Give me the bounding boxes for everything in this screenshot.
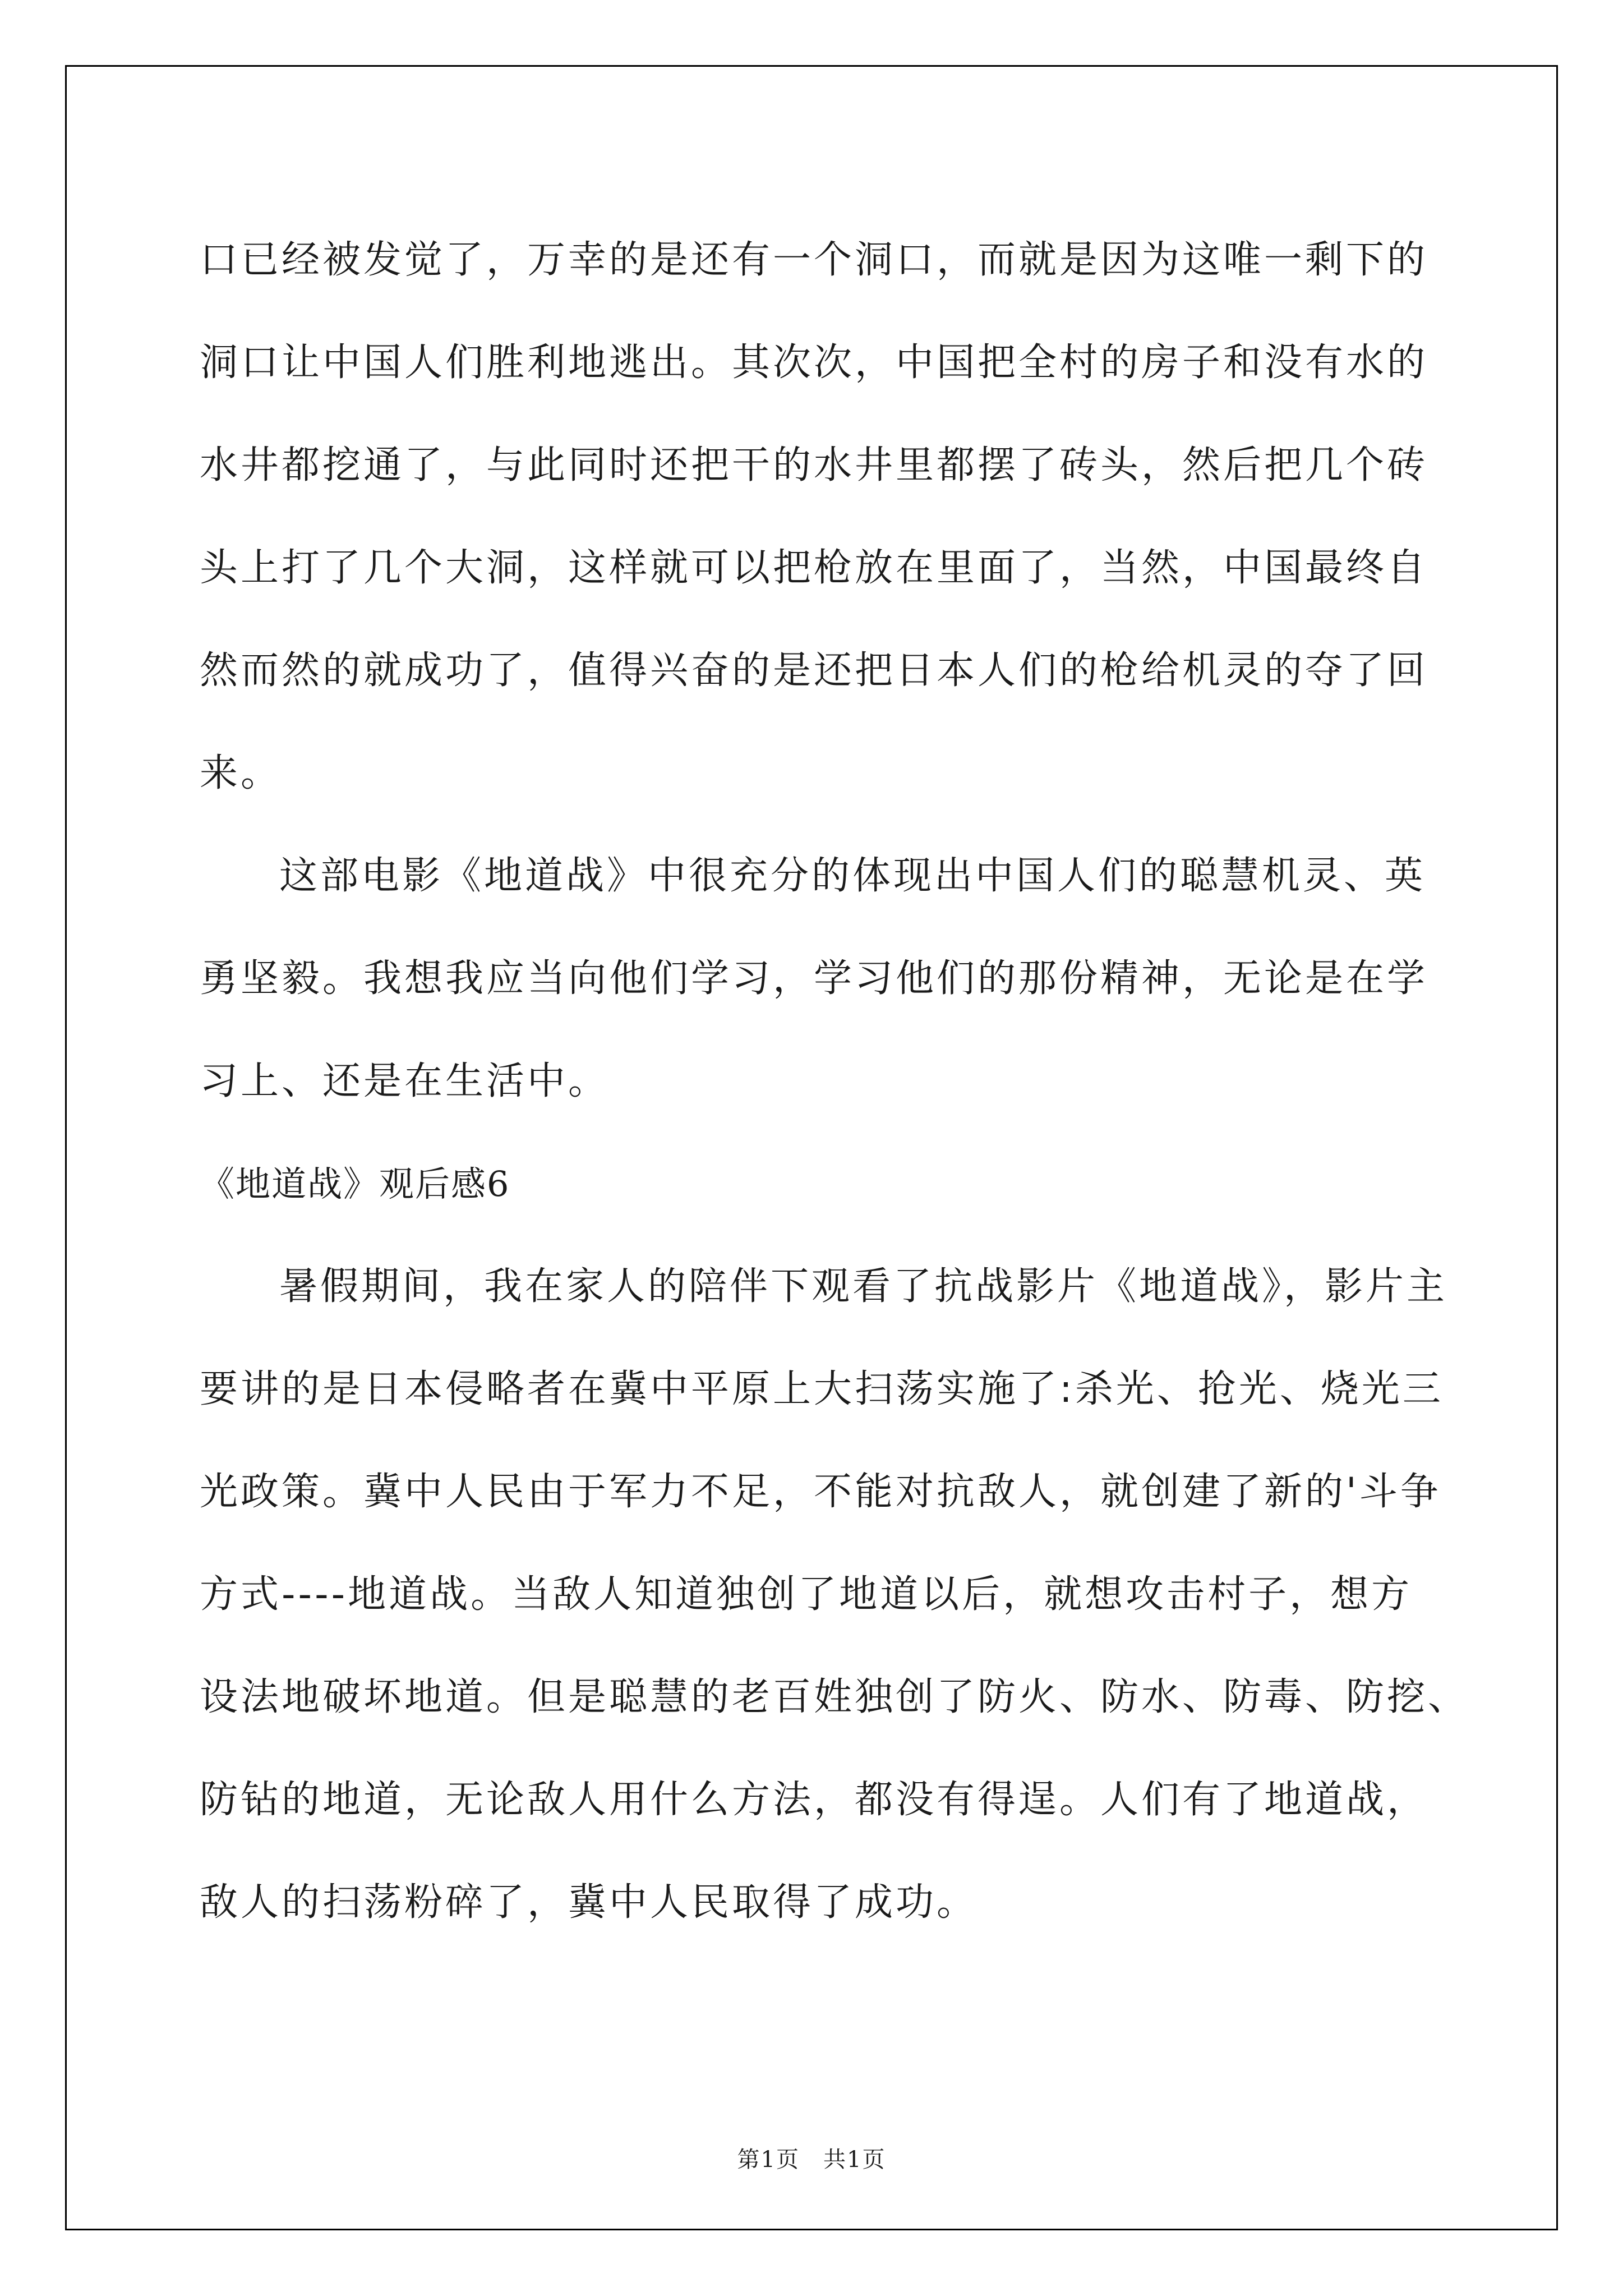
text-line: 敌人的扫荡粉碎了，冀中人民取得了成功。 bbox=[200, 1880, 978, 1925]
text-line: 习上、还是在生活中。 bbox=[200, 1059, 610, 1103]
text-line: 这部电影《地道战》中很充分的体现出中国人们的聪慧机灵、英 bbox=[279, 854, 1426, 898]
text-line: 来。 bbox=[200, 751, 282, 795]
text-line: 方式----地道战。当敌人知道独创了地道以后，就想攻击村子，想方 bbox=[200, 1572, 1413, 1617]
text-line: 勇坚毅。我想我应当向他们学习，学习他们的那份精神，无论是在学 bbox=[200, 956, 1428, 1001]
text-line: 设法地破坏地道。但是聪慧的老百姓独创了防火、防水、防毒、防挖、 bbox=[200, 1675, 1469, 1719]
text-line: 防钻的地道，无论敌人用什么方法，都没有得逞。人们有了地道战， bbox=[200, 1778, 1428, 1822]
document-body bbox=[200, 209, 1484, 1954]
text-line: 光政策。冀中人民由于军力不足，不能对抗敌人，就创建了新的'斗争 bbox=[200, 1470, 1441, 1514]
text-line: 洞口让中国人们胜利地逃出。其次次，中国把全村的房子和没有水的 bbox=[200, 341, 1428, 385]
text-line: 口已经被发觉了，万幸的是还有一个洞口，而就是因为这唯一剩下的 bbox=[200, 238, 1428, 282]
text-line: 头上打了几个大洞，这样就可以把枪放在里面了，当然，中国最终自 bbox=[200, 546, 1428, 590]
page-footer: 第1页 共1页 bbox=[737, 2147, 886, 2173]
section-heading: 《地道战》观后感6 bbox=[200, 1163, 510, 1204]
text-line: 然而然的就成功了，值得兴奋的是还把日本人们的枪给机灵的夺了回 bbox=[200, 648, 1428, 693]
text-line: 要讲的是日本侵略者在冀中平原上大扫荡实施了:杀光、抢光、烧光三 bbox=[200, 1367, 1444, 1411]
text-line: 暑假期间，我在家人的陪伴下观看了抗战影片《地道战》，影片主 bbox=[279, 1264, 1448, 1309]
text-line: 水井都挖通了，与此同时还把干的水井里都摆了砖头，然后把几个砖 bbox=[200, 443, 1428, 487]
